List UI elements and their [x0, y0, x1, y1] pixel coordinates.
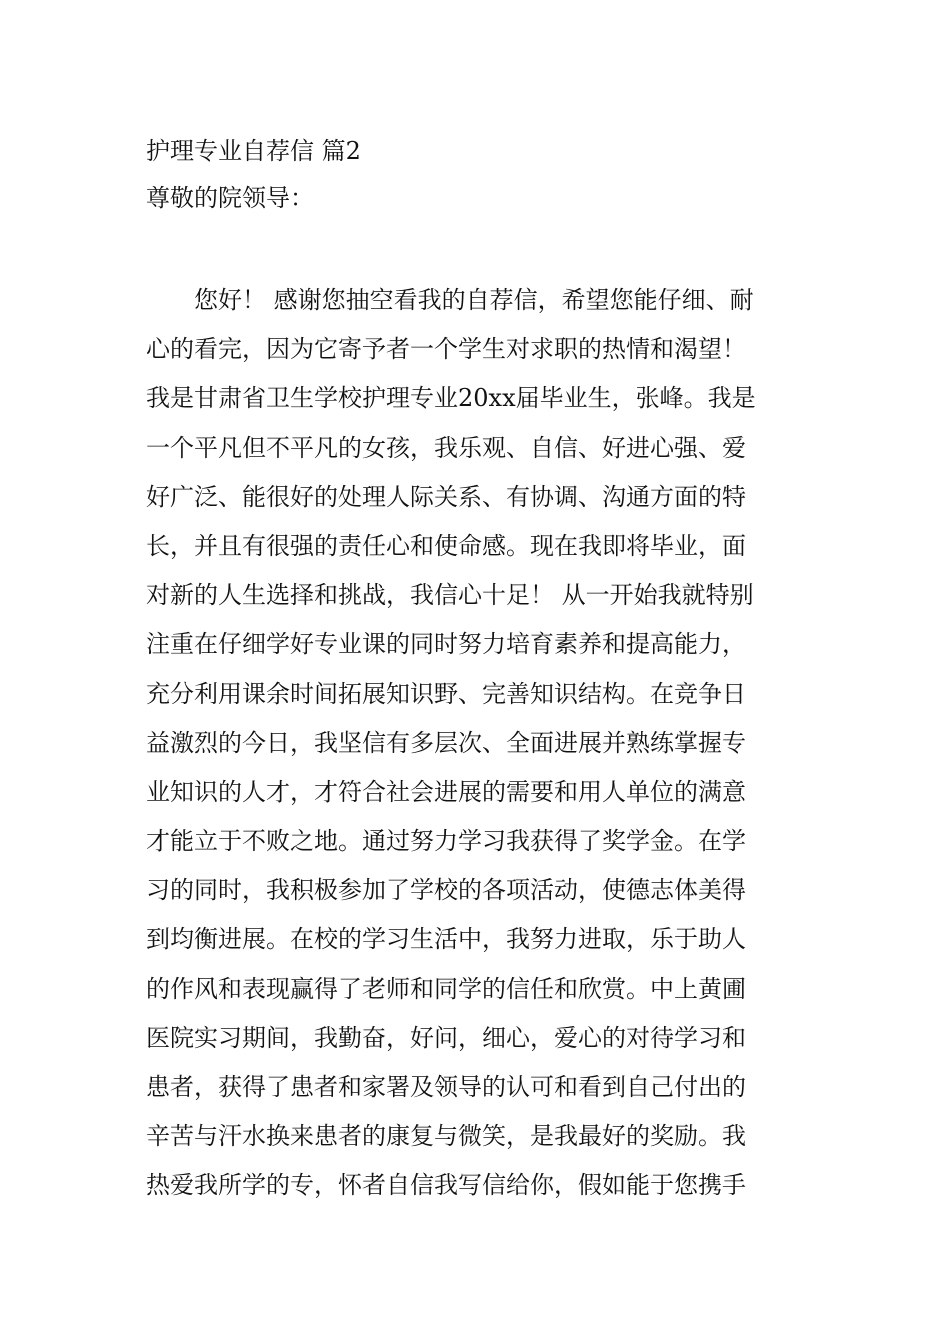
- body-line: 医院实习期间，我勤奋，好问，细心，爱心的对待学习和: [146, 1023, 746, 1052]
- body-line: 心的看完，因为它寄予者一个学生对求职的热情和渴望！: [146, 335, 746, 364]
- document-title: 护理专业自荐信 篇2: [146, 137, 361, 165]
- body-line: 注重在仔细学好专业课的同时努力培育素养和提高能力，: [146, 630, 746, 659]
- body-line: 好广泛、能很好的处理人际关系、有协调、沟通方面的特: [146, 482, 746, 511]
- body-line: 对新的人生选择和挑战，我信心十足！ 从一开始我就特别: [146, 581, 754, 610]
- body-line: 业知识的人才，才符合社会进展的需要和用人单位的满意: [146, 777, 746, 806]
- body-line: 热爱我所学的专，怀者自信我写信给你，假如能于您携手: [146, 1171, 746, 1200]
- body-line: 您好！ 感谢您抽空看我的自荐信，希望您能仔细、耐: [146, 286, 754, 314]
- salutation: 尊敬的院领导：: [146, 184, 314, 212]
- body-line: 才能立于不败之地。通过努力学习我获得了奖学金。在学: [146, 827, 746, 856]
- body-line: 到均衡进展。在校的学习生活中，我努力进取，乐于助人: [146, 925, 746, 954]
- body-line: 我是甘肃省卫生学校护理专业20xx届毕业生，张峰。我是: [146, 384, 756, 413]
- body-line: 一个平凡但不平凡的女孩，我乐观、自信、好进心强、爱: [146, 433, 746, 462]
- body-line: 益激烈的今日，我坚信有多层次、全面进展并熟练掌握专: [146, 728, 746, 757]
- body-line: 充分利用课余时间拓展知识野、完善知识结构。在竞争日: [146, 679, 746, 708]
- body-line: 长，并且有很强的责任心和使命感。现在我即将毕业，面: [146, 531, 746, 560]
- letter-body: [146, 284, 808, 1219]
- body-line: 辛苦与汗水换来患者的康复与微笑，是我最好的奖励。我: [146, 1122, 746, 1151]
- body-line: 习的同时，我积极参加了学校的各项活动，使德志体美得: [146, 876, 746, 905]
- body-line: 患者，获得了患者和家署及领导的认可和看到自己付出的: [146, 1073, 746, 1101]
- body-line: 的作风和表现赢得了老师和同学的信任和欣赏。中上黄圃: [146, 974, 746, 1003]
